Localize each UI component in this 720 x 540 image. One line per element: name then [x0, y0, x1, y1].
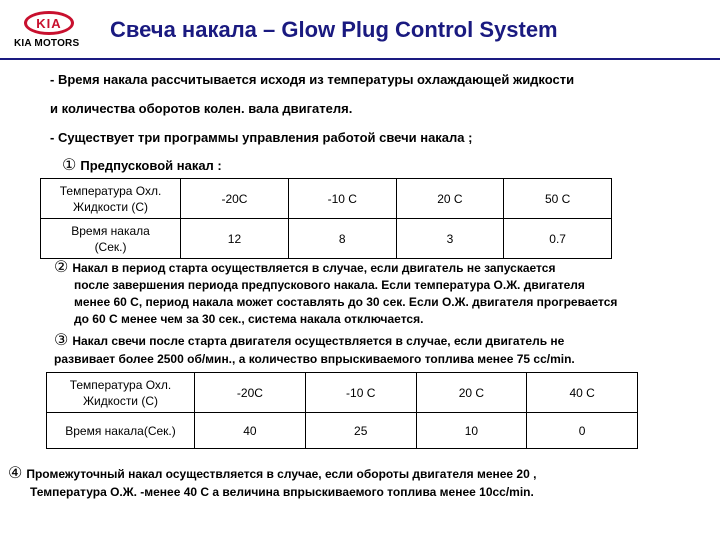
- section-2-line-3: менее 60 С, период накала может составлять до 30 сек. Если О.Ж. двигателя прогревается: [74, 295, 618, 309]
- table-cell: 0.7: [504, 219, 612, 259]
- table-cell: 25: [305, 413, 416, 449]
- table-cell: -20C: [194, 373, 305, 413]
- temp-label-line-1: Температура Охл.: [69, 377, 172, 392]
- section-2-line-4: до 60 С менее чем за 30 сек., система накала отключается.: [74, 312, 424, 326]
- table-header-cell: [41, 219, 181, 259]
- section-2-line-2: после завершения периода предпускового накала. Если температура О.Ж. двигателя: [74, 278, 585, 292]
- section-4-marker: ④: [8, 465, 23, 482]
- section-3-line-1: [54, 332, 564, 350]
- temp-label-line-1: Температура Охл.: [59, 183, 162, 198]
- table-header-cell: [41, 179, 181, 219]
- section-2-text-1: Накал в период старта осуществляется в случае, если двигатель не запускается: [72, 261, 556, 275]
- section-4-line-2: Температура О.Ж. -менее 40 С а величина впрыскиваемого топлива менее 10cc/min.: [30, 485, 534, 499]
- kia-logo: [14, 10, 90, 50]
- table-cell: -10 C: [288, 179, 396, 219]
- section-3-text-1: Накал свечи после старта двигателя осуществляется в случае, если двигатель не: [72, 334, 565, 348]
- table-cell: -20C: [181, 179, 289, 219]
- title-divider: [0, 58, 720, 60]
- table-cell: 40 C: [527, 373, 638, 413]
- time-label-line-1: Время накала: [71, 223, 150, 238]
- kia-motors-wordmark: KIA MOTORS: [14, 38, 80, 49]
- section-1-label: Предпусковой накал :: [80, 158, 222, 173]
- table-row: [47, 413, 638, 449]
- section-1-heading: [62, 155, 222, 175]
- table-header-cell: [47, 373, 195, 413]
- temp-label-line-2: Жидкости (С): [82, 393, 159, 408]
- kia-logo-emblem: KIA: [24, 11, 74, 35]
- intro-line-3: - Существует три программы управления работой свечи накала ;: [50, 130, 473, 145]
- section-4-text-1: Промежуточный накал осуществляется в случае, если обороты двигателя менее 20 ,: [26, 467, 537, 481]
- table-cell: 50 C: [504, 179, 612, 219]
- table-row: [41, 219, 612, 259]
- table-cell: 12: [181, 219, 289, 259]
- intro-line-2: и количества оборотов колен. вала двигателя.: [50, 101, 353, 116]
- temp-label-line-2: Жидкости (С): [73, 199, 149, 214]
- table-row: [47, 373, 638, 413]
- preheat-table: [40, 178, 612, 259]
- page-title: Свеча накала – Glow Plug Control System: [110, 17, 558, 42]
- table-cell: 40: [194, 413, 305, 449]
- table-cell: 10: [416, 413, 527, 449]
- table-header-cell: Время накала(Сек.): [47, 413, 195, 449]
- table-cell: 0: [527, 413, 638, 449]
- table-cell: 8: [288, 219, 396, 259]
- post-heat-table: [46, 372, 638, 449]
- time-label-line-2: (Сек.): [94, 239, 127, 254]
- section-1-marker: ①: [62, 157, 77, 174]
- table-cell: -10 C: [305, 373, 416, 413]
- table-cell: 20 C: [416, 373, 527, 413]
- intro-line-1: - Время накала рассчитывается исходя из температуры охлаждающей жидкости: [50, 72, 575, 87]
- section-2-line-1: [54, 259, 555, 277]
- table-row: [41, 179, 612, 219]
- section-2-marker: ②: [54, 259, 69, 276]
- section-3-line-2: развивает более 2500 об/мин., а количество впрыскиваемого топлива менее 75 cc/min.: [54, 352, 575, 366]
- table-cell: 20 C: [396, 179, 504, 219]
- section-4-line-1: [8, 465, 536, 483]
- table-cell: 3: [396, 219, 504, 259]
- section-3-marker: ③: [54, 332, 69, 349]
